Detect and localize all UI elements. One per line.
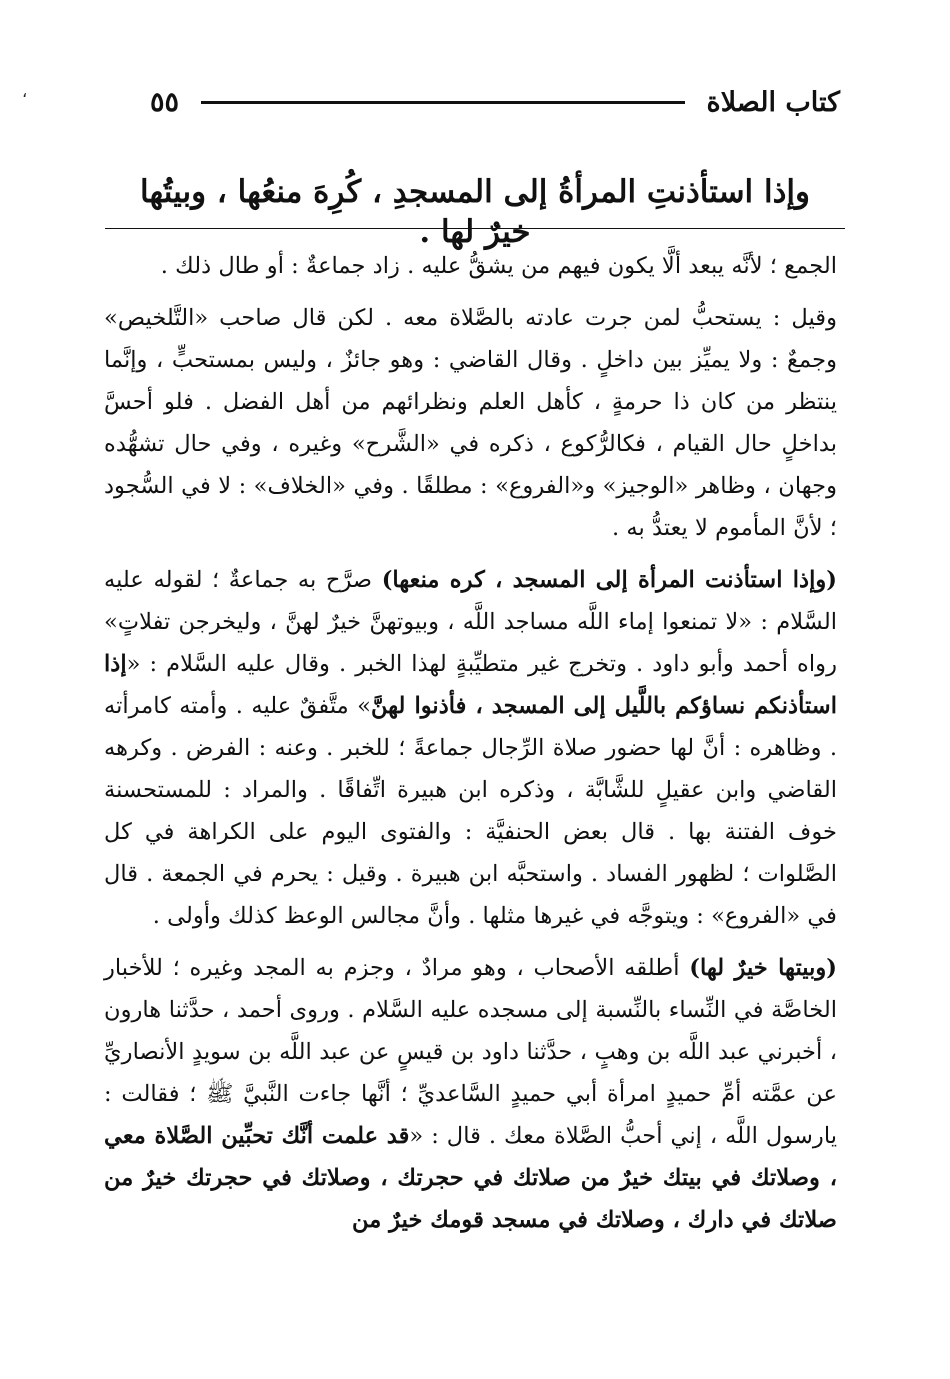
- commentary-paragraph: [104, 245, 837, 287]
- corner-mark: ،: [22, 82, 28, 101]
- page-number: ٥٥: [150, 86, 180, 118]
- commentary-paragraph: [104, 297, 837, 549]
- bold-quote: (وبيتها خيرٌ لها): [689, 955, 837, 981]
- commentary-body: [104, 245, 837, 1251]
- paragraph-text: وقيل : يستحبُّ لمن جرت عادته بالصَّلاة معه . لكن قال صاحب «التَّلخيص» وجمعٌ : ولا يميِّز بين داخلٍ . وقال القاضي : وهو جائزٌ ، وليس بمستحبٍّ ، وإنَّما ينتظر من كان ذا حرمةٍ ، كأهل العلم ونظرائهم من أهل الفضل . فلو أحسَّ بداخلٍ حال القيام ، فكالرُّكوع ، ذكره في «الشَّرح» وغيره ، وفي حال تشهُّده وجهان ، وظاهر «الوجيز» و«الفروع» : مطلقًا . وفي «الخلاف» : لا في السُّجود ؛ لأنَّ المأموم لا يعتدُّ به .: [104, 305, 837, 541]
- chapter-title: كتاب الصلاة: [706, 86, 840, 118]
- commentary-paragraph: [104, 559, 837, 937]
- paragraph-text: الجمع ؛ لأنَّه يبعد ألَّا يكون فيهم من يشقُّ عليه . زاد جماعةٌ : أو طال ذلك .: [160, 253, 837, 279]
- bold-quote: إذا استأذنكم نساؤكم باللَّيل إلى المسجد ، فأذنوا لهنَّ: [104, 651, 838, 719]
- paragraph-text: » متَّفقٌ عليه . وأمته كامرأته . وظاهره : أنَّ لها حضور صلاة الرِّجال جماعةً ؛ للخبر . وعنه : الفرض . وكرهه القاضي وابن عقيلٍ للشَّابَّة ، وذكره ابن هبيرة اتِّفاقًا . والمراد : للمستحسنة خوف الفتنة بها . قال بعض الحنفيَّة : والفتوى اليوم على الكراهة في كل الصَّلوات ؛ لظهور الفساد . واستحبَّه ابن هبيرة . وقيل : يحرم في الجمعة . قال في «الفروع» : ويتوجَّه في غيرها مثلها . وأنَّ مجالس الوعظ كذلك وأولى .: [104, 693, 837, 929]
- header-rule: [201, 101, 685, 104]
- matn-divider: [105, 228, 845, 229]
- paragraph-text: أطلقه الأصحاب ، وهو مرادٌ ، وجزم به المجد وغيره ؛ للأخبار الخاصَّة في النِّساء بالنِّسبة إلى مسجده عليه السَّلام . وروى أحمد ، حدَّثنا هارون ، أخبرني عبد اللَّه بن وهبٍ ، حدَّثنا داود بن قيسٍ عن عبد اللَّه بن سويدٍ الأنصاريِّ عن عمَّته أمِّ حميدٍ امرأة أبي حميدٍ السَّاعديِّ ؛ أنَّها جاءت النَّبيَّ ﷺ ؛ فقالت : يارسول اللَّه ، إني أحبُّ الصَّلاة معك . قال : «: [104, 955, 837, 1149]
- matn-text: وإذا استأذنتِ المرأةُ إلى المسجدِ ، كُرِهَ منعُها ، وبيتُها خيرٌ لها .: [140, 174, 810, 251]
- bold-quote: (وإذا استأذنت المرأة إلى المسجد ، كره منعها): [381, 567, 837, 593]
- running-header: [150, 80, 840, 124]
- bold-quote: قد علمت أنَّك تحبِّين الصَّلاة معي ، وصلاتك في بيتك خيرٌ من صلاتك في حجرتك ، وصلاتك في حجرتك خيرٌ من صلاتك في دارك ، وصلاتك في مسجد قومك خيرٌ من: [104, 1123, 837, 1233]
- commentary-paragraph: [104, 947, 837, 1241]
- paragraph-text: صرَّح به جماعةٌ ؛ لقوله عليه السَّلام : «لا تمنعوا إماء اللَّه مساجد اللَّه ، وبيوتهنَّ خيرٌ لهنَّ ، وليخرجن تفلاتٍ» رواه أحمد وأبو داود . وتخرج غير متطيِّبةٍ لهذا الخبر . وقال عليه السَّلام : «: [104, 567, 837, 677]
